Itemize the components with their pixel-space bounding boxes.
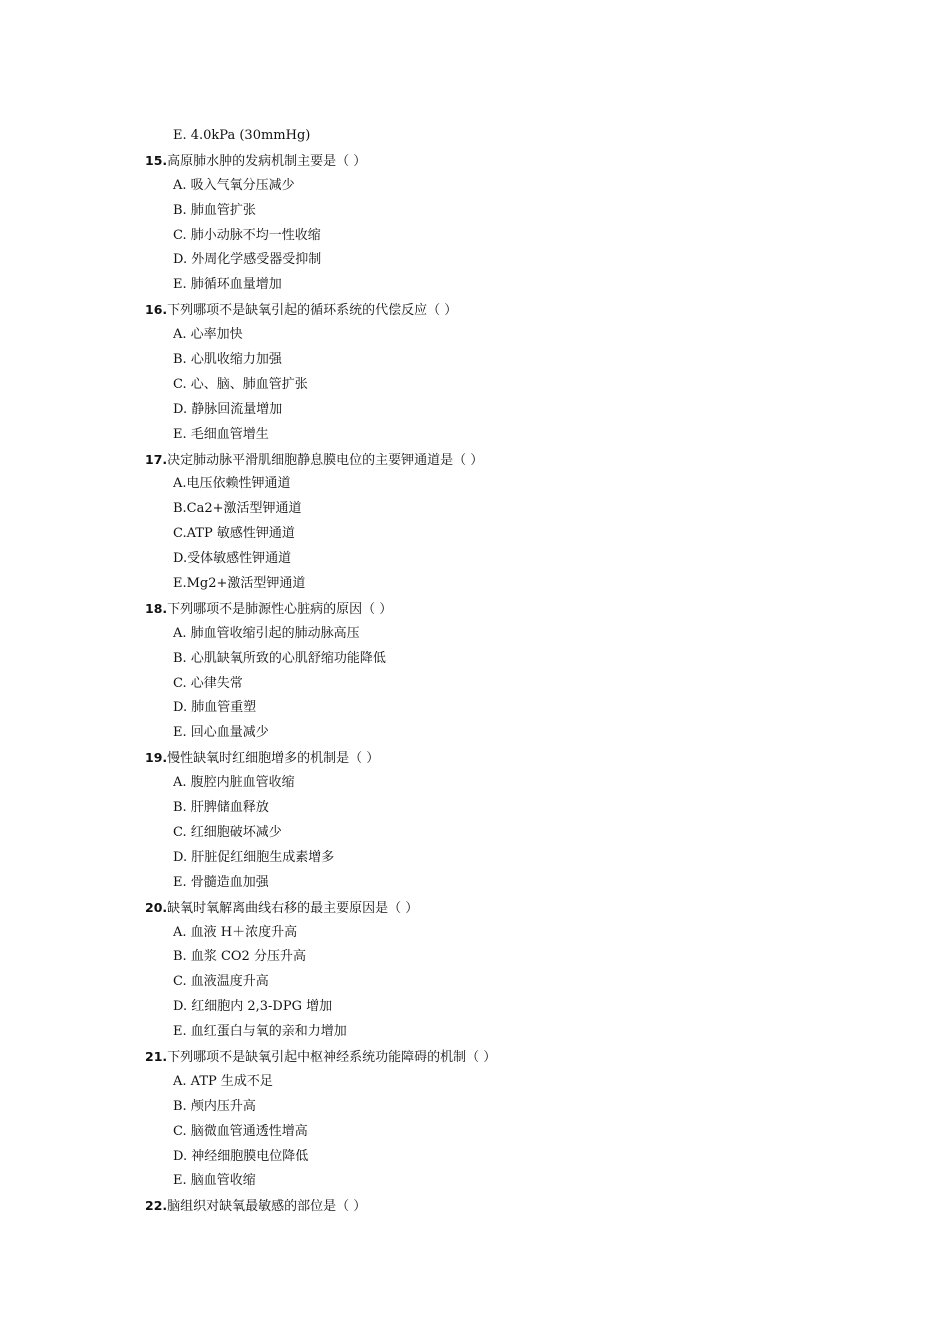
answer-option: D. 红细胞内 2,3-DPG 增加	[173, 999, 333, 1015]
question-16	[0, 298, 950, 323]
answer-option: C. 脑微血管通透性增高	[173, 1123, 308, 1139]
answer-option: C. 心、脑、肺血管扩张	[173, 376, 308, 392]
answer-option: A. ATP 生成不足	[173, 1073, 273, 1089]
answer-option: C. 红细胞破坏减少	[173, 824, 282, 840]
lead-option: E. 4.0kPa (30mmHg)	[173, 128, 311, 143]
answer-option: D. 外周化学感受器受抑制	[173, 252, 322, 268]
question-20	[0, 896, 950, 921]
answer-option: B. 心肌缺氧所致的心肌舒缩功能降低	[173, 650, 386, 666]
answer-option: E. 血红蛋白与氧的亲和力增加	[173, 1024, 347, 1040]
question-19	[0, 746, 950, 771]
answer-option: B. 肝脾储血释放	[173, 800, 269, 816]
answer-option: A. 腹腔内脏血管收缩	[173, 775, 295, 791]
question-text: 慢性缺氧时红细胞增多的机制是（ ）	[167, 751, 380, 767]
question-text: 高原肺水肿的发病机制主要是（ ）	[167, 153, 367, 169]
question-number: 19.	[145, 750, 168, 766]
question-15	[0, 149, 950, 174]
answer-option: B. 血浆 CO2 分压升高	[173, 949, 306, 965]
question-17	[0, 448, 950, 473]
answer-option: C.ATP 敏感性钾通道	[173, 526, 295, 542]
answer-option: E. 回心血量减少	[173, 725, 269, 741]
answer-option: B. 颅内压升高	[173, 1098, 256, 1114]
question-list	[0, 124, 950, 1219]
answer-option: D. 肺血管重塑	[173, 700, 257, 716]
question-number: 22.	[145, 1198, 168, 1214]
answer-option: D.受体敏感性钾通道	[173, 551, 292, 567]
answer-option: E. 脑血管收缩	[173, 1173, 256, 1189]
answer-option: C. 血液温度升高	[173, 974, 269, 990]
question-number: 17.	[145, 451, 168, 467]
answer-option: C. 肺小动脉不均一性收缩	[173, 227, 321, 243]
question-text: 下列哪项不是缺氧引起中枢神经系统功能障碍的机制（ ）	[167, 1049, 497, 1065]
question-text: 下列哪项不是缺氧引起的循环系统的代偿反应（ ）	[167, 303, 458, 319]
question-number: 15.	[145, 152, 168, 168]
answer-option: D. 肝脏促红细胞生成素增多	[173, 849, 335, 865]
answer-option: A. 心率加快	[173, 327, 243, 343]
answer-option: A. 肺血管收缩引起的肺动脉高压	[173, 625, 360, 641]
question-18	[0, 597, 950, 622]
question-number: 16.	[145, 302, 168, 318]
question-text: 决定肺动脉平滑肌细胞静息膜电位的主要钾通道是（ ）	[167, 452, 484, 468]
question-number: 18.	[145, 600, 168, 616]
question-22	[0, 1194, 950, 1219]
question-text: 缺氧时氧解离曲线右移的最主要原因是（ ）	[167, 900, 419, 916]
answer-option: B. 心肌收缩力加强	[173, 352, 282, 368]
answer-option: A.电压依赖性钾通道	[173, 476, 291, 492]
question-number: 21.	[145, 1048, 168, 1064]
answer-option: C. 心律失常	[173, 675, 243, 691]
answer-option: A. 血液 H＋浓度升高	[173, 924, 298, 940]
answer-option: D. 静脉回流量增加	[173, 401, 283, 417]
question-21	[0, 1045, 950, 1070]
question-text: 下列哪项不是肺源性心脏病的原因（ ）	[167, 601, 393, 617]
answer-option: B.Ca2+激活型钾通道	[173, 501, 302, 517]
answer-option: D. 神经细胞膜电位降低	[173, 1148, 309, 1164]
question-number: 20.	[145, 899, 168, 915]
answer-option: E. 毛细血管增生	[173, 426, 269, 442]
answer-option: A. 吸入气氧分压减少	[173, 177, 295, 193]
answer-option: B. 肺血管扩张	[173, 202, 256, 218]
answer-option: E.Mg2+激活型钾通道	[173, 576, 306, 592]
question-text: 脑组织对缺氧最敏感的部位是（ ）	[167, 1199, 367, 1215]
answer-option: E. 骨髓造血加强	[173, 874, 269, 890]
answer-option: E. 肺循环血量增加	[173, 277, 282, 293]
